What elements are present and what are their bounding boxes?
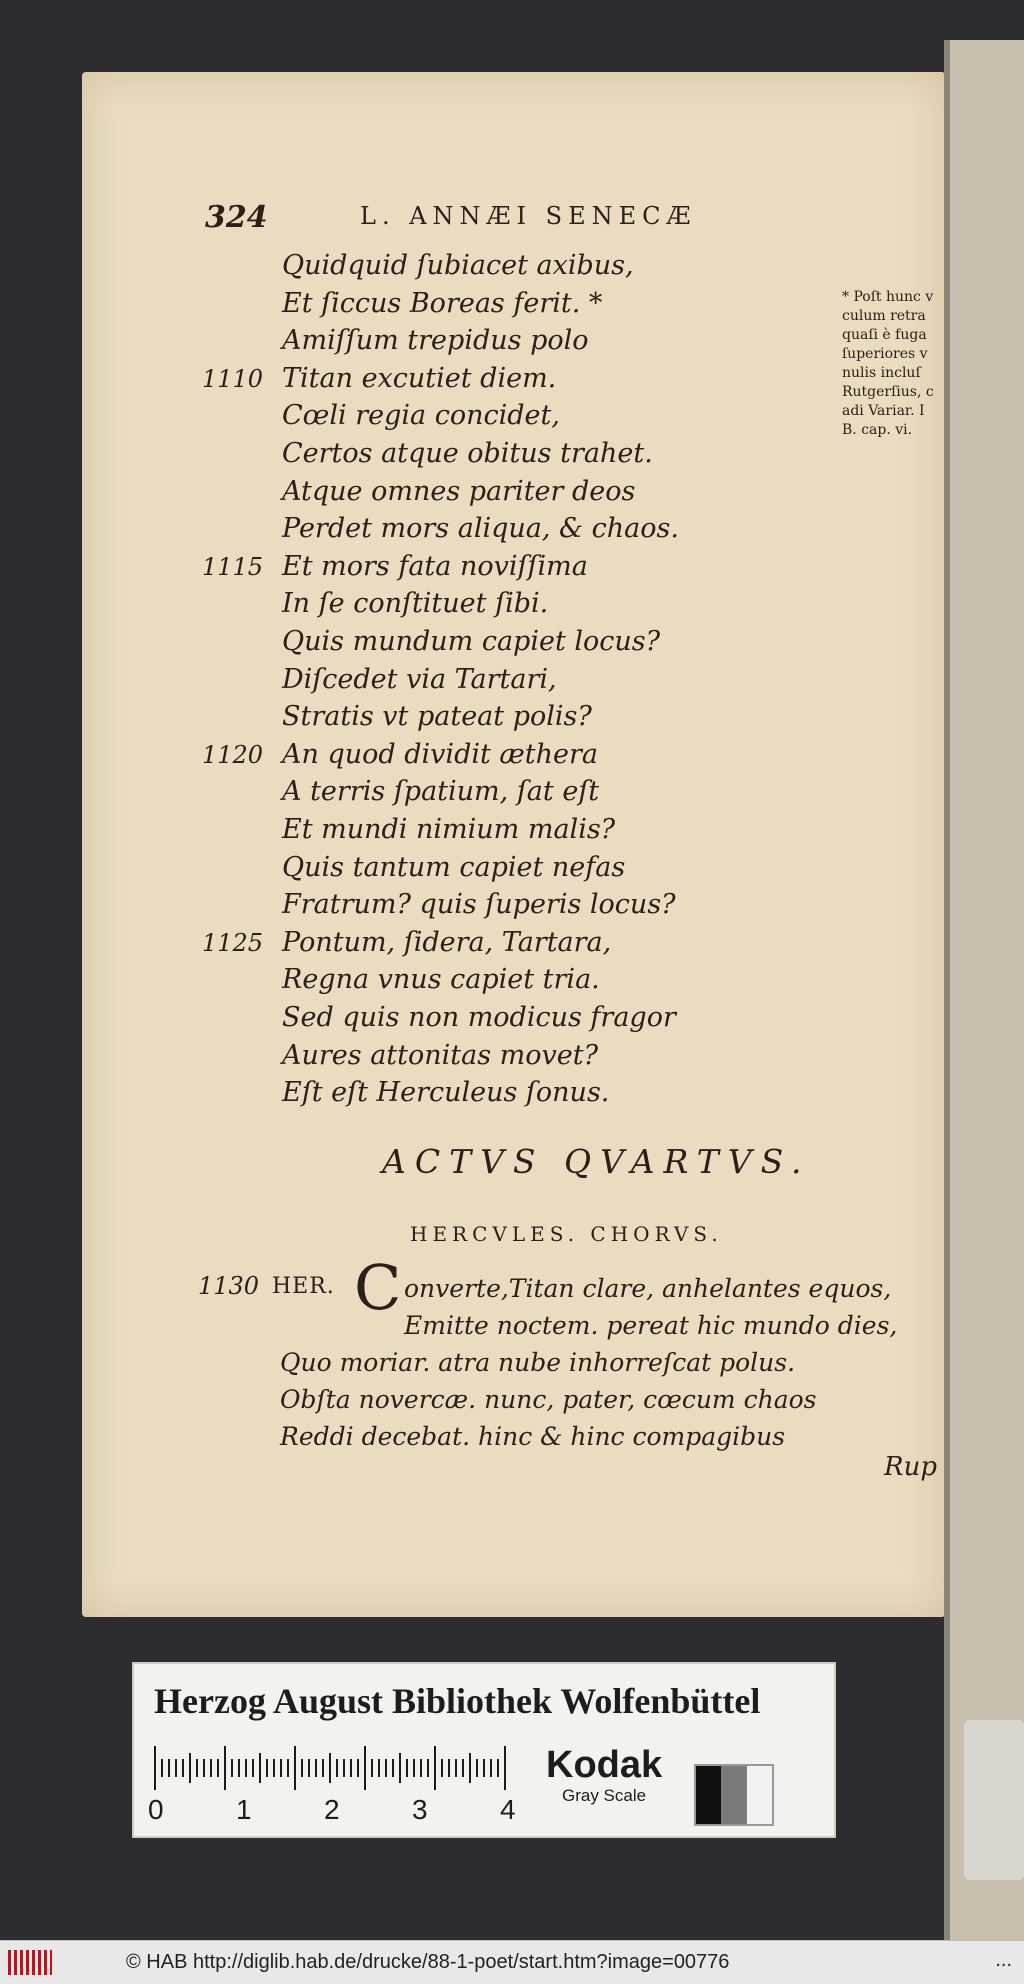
gray-scale-label: Gray Scale [562,1786,647,1805]
verse-line: Quidquid ſubiacet axibus, [282,250,634,281]
speaker-label: HER. [272,1274,335,1299]
verse-line: Quo moriar. atra nube inhorreſcat polus. [280,1348,796,1377]
verse-line: Emitte noctem. pereat hic mundo dies, [404,1311,898,1340]
more-icon[interactable]: ... [995,1949,1012,1971]
catchword: Rup [884,1452,937,1482]
running-head: L. ANNÆI SENECÆ [360,202,697,230]
margin-note-line: culum retra [842,308,926,324]
ruler-tick [252,1759,254,1777]
gray-patch [696,1766,721,1824]
verse-line: Sed quis non modicus fragor [282,1002,676,1033]
verse-line: Reddi decebat. hinc & hinc compagibus [280,1422,786,1451]
margin-note-line: B. cap. vi. [842,422,913,438]
ruler-tick [490,1759,492,1777]
ruler-tick [385,1759,387,1777]
line-number: 1115 [202,552,264,581]
margin-note [842,288,942,440]
verse-line: Atque omnes pariter deos [282,475,636,507]
ruler-tick [301,1759,303,1777]
verse-line: Cœli regia concidet, [282,400,560,432]
verse-line: Eſt eſt Herculeus ſonus. [282,1077,610,1109]
ruler-tick [462,1759,464,1777]
ruler-tick [469,1753,471,1783]
ruler-tick [378,1759,380,1777]
verse-line: Quis mundum capiet locus? [282,626,661,657]
ruler-tick [231,1759,233,1777]
ruler-tick [273,1759,275,1777]
line-number: 1125 [202,928,264,957]
ruler-tick [497,1759,499,1777]
ruler-tick [427,1759,429,1777]
margin-note-line: * Poſt hunc v [842,289,934,305]
ruler-tick [399,1753,401,1783]
line-number: 1130 [198,1272,260,1300]
ruler-number: 1 [236,1794,252,1825]
color-scale-card [132,1662,836,1838]
adjacent-color-strip [964,1720,1024,1880]
ruler-tick [420,1759,422,1777]
ruler-ticks [154,1746,514,1790]
ruler-tick [217,1759,219,1777]
ruler-tick [455,1759,457,1777]
ruler-tick [434,1746,436,1790]
ruler-number: 0 [148,1794,164,1825]
ruler-tick [357,1759,359,1777]
ruler-tick [343,1759,345,1777]
verse-line: Amiſſum trepidus polo [282,325,589,357]
book-page [82,72,944,1617]
ruler-tick [448,1759,450,1777]
ruler-tick [371,1759,373,1777]
ruler-tick [504,1746,506,1790]
ruler-tick [336,1759,338,1777]
verse-line: Et mors fata noviſſima [282,550,588,582]
ruler-tick [224,1746,226,1790]
verse-line: Obſta novercæ. nunc, pater, cœcum chaos [280,1385,817,1414]
speaker-list: HERCVLES. CHORVS. [410,1222,723,1246]
ruler-tick [406,1759,408,1777]
page-number: 324 [205,200,268,235]
ruler-tick [329,1753,331,1783]
ruler-number: 3 [412,1794,428,1825]
verse-line: Quis tantum capiet nefas [282,851,626,883]
ruler-tick [392,1759,394,1777]
ruler-tick [322,1759,324,1777]
ruler-tick [287,1759,289,1777]
line-number: 1110 [202,364,264,393]
gutter-shadow [944,40,950,1940]
ruler-tick [476,1759,478,1777]
ruler-tick [315,1759,317,1777]
ruler-tick [294,1746,296,1790]
verse-line: Regna vnus capiet tria. [282,964,600,996]
verse-line: Aures attonitas movet? [282,1039,599,1071]
verse-line: A terris ſpatium, ſat eſt [282,776,600,808]
ruler-tick [413,1759,415,1777]
ruler-tick [210,1759,212,1777]
ruler-tick [238,1759,240,1777]
margin-note-line: Rutgerſius, c [842,384,934,400]
ruler-tick [161,1759,163,1777]
verse-line: Et mundi nimium malis? [282,814,616,845]
ruler-tick [175,1759,177,1777]
ruler-tick [182,1759,184,1777]
margin-note-line: quaſi è fuga [842,327,927,343]
ruler-tick [483,1759,485,1777]
verse-line: Fratrum? quis ſuperis locus? [282,889,676,921]
verse-line: Titan excutiet diem. [282,362,557,394]
ruler-tick [168,1759,170,1777]
ruler-tick [154,1746,156,1790]
line-number: 1120 [202,740,264,769]
gray-patches [694,1764,774,1826]
margin-note-line: nulis incluſ [842,365,921,381]
ruler-tick [259,1753,261,1783]
ruler-tick [280,1759,282,1777]
ruler-tick [308,1759,310,1777]
verse-line: Et ſiccus Boreas ferit. * [282,287,603,319]
verse-line: Certos atque obitus trahet. [282,438,653,469]
ruler-number: 2 [324,1794,340,1825]
facing-page-edge [944,40,1024,1940]
margin-note-line: ſuperiores v [842,346,928,362]
ruler-number: 4 [500,1794,516,1825]
ruler-tick [350,1759,352,1777]
drop-capital: C [354,1251,402,1324]
ruler-tick [441,1759,443,1777]
kodak-logo: Kodak [546,1744,663,1786]
hab-logo-icon[interactable] [8,1950,52,1975]
gray-patch [747,1766,772,1824]
verse-line: An quod dividit æthera [282,738,599,770]
verse-line: onverte,Titan clare, anhelantes equos, [404,1274,892,1303]
verse-line: Pontum, ſidera, Tartara, [282,926,612,958]
verse-line: In ſe conſtituet ſibi. [282,588,549,620]
verse-line: Diſcedet via Tartari, [282,663,557,695]
gray-patch [721,1766,746,1824]
verse-line: Perdet mors aliqua, & chaos. [282,513,679,545]
ruler-tick [196,1759,198,1777]
ruler-tick [189,1753,191,1783]
margin-note-line: adi Variar. I [842,403,925,419]
ruler-tick [266,1759,268,1777]
verse-line: Stratis vt pateat polis? [282,701,592,733]
ruler-tick [245,1759,247,1777]
act-heading: ACTVS QVARTVS. [382,1142,811,1181]
ruler-tick [203,1759,205,1777]
copyright-link[interactable]: © HAB http://diglib.hab.de/drucke/88-1-poet/start.htm?image=00776 [126,1951,730,1973]
footer-bar [0,1940,1024,1984]
library-name: Herzog August Bibliothek Wolfenbüttel [154,1681,761,1721]
ruler-tick [364,1746,366,1790]
